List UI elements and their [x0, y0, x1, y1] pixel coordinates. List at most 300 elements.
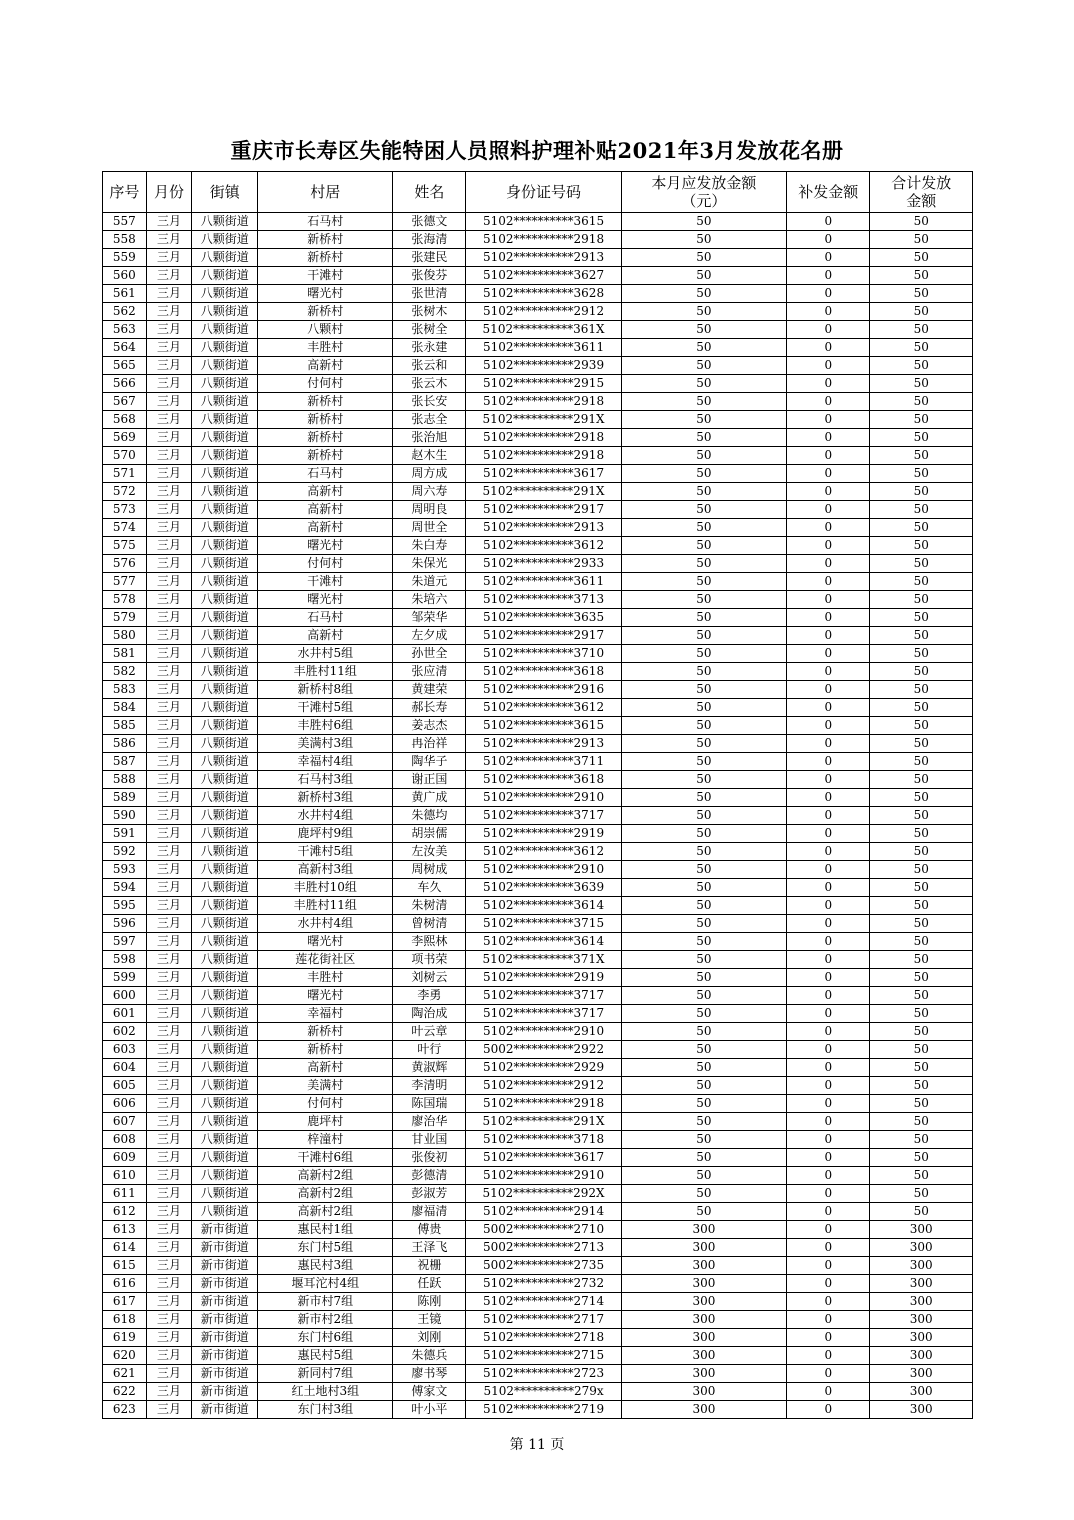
cell-month: 三月: [146, 1293, 192, 1311]
cell-total-amount: 300: [870, 1347, 973, 1365]
cell-id-number: 5102**********3618: [466, 663, 621, 681]
cell-supplement-amount: 0: [787, 483, 870, 501]
cell-village: 惠民村3组: [258, 1257, 393, 1275]
cell-monthly-amount: 50: [621, 213, 786, 231]
cell-serial-no: 561: [103, 285, 147, 303]
cell-supplement-amount: 0: [787, 1077, 870, 1095]
cell-total-amount: 50: [870, 537, 973, 555]
table-row: [103, 1329, 973, 1347]
cell-village: 高新村: [258, 1059, 393, 1077]
cell-serial-no: 581: [103, 645, 147, 663]
cell-id-number: 5102**********2717: [466, 1311, 621, 1329]
column-header-supplement-amount: 补发金额: [787, 172, 870, 213]
cell-name: 叶云章: [393, 1023, 466, 1041]
cell-monthly-amount: 50: [621, 897, 786, 915]
cell-street-town: 八颗街道: [192, 609, 258, 627]
cell-id-number: 5102**********2913: [466, 735, 621, 753]
cell-village: 幸福村: [258, 1005, 393, 1023]
cell-street-town: 八颗街道: [192, 303, 258, 321]
cell-monthly-amount: 50: [621, 357, 786, 375]
cell-street-town: 八颗街道: [192, 897, 258, 915]
cell-street-town: 新市街道: [192, 1383, 258, 1401]
cell-id-number: 5102**********3612: [466, 537, 621, 555]
cell-village: 东门村6组: [258, 1329, 393, 1347]
cell-village: 高新村: [258, 357, 393, 375]
cell-total-amount: 50: [870, 285, 973, 303]
cell-month: 三月: [146, 1077, 192, 1095]
cell-village: 新桥村: [258, 447, 393, 465]
cell-village: 鹿坪村9组: [258, 825, 393, 843]
cell-serial-no: 599: [103, 969, 147, 987]
cell-serial-no: 617: [103, 1293, 147, 1311]
cell-month: 三月: [146, 1149, 192, 1167]
cell-id-number: 5102**********2910: [466, 789, 621, 807]
cell-name: 李熙林: [393, 933, 466, 951]
cell-village: 曙光村: [258, 285, 393, 303]
cell-supplement-amount: 0: [787, 231, 870, 249]
cell-monthly-amount: 50: [621, 987, 786, 1005]
table-row: [103, 681, 973, 699]
cell-supplement-amount: 0: [787, 465, 870, 483]
cell-name: 周树成: [393, 861, 466, 879]
cell-supplement-amount: 0: [787, 249, 870, 267]
cell-village: 曙光村: [258, 591, 393, 609]
cell-serial-no: 564: [103, 339, 147, 357]
cell-street-town: 新市街道: [192, 1365, 258, 1383]
cell-id-number: 5102**********3717: [466, 807, 621, 825]
cell-village: 曙光村: [258, 933, 393, 951]
cell-id-number: 5102**********2910: [466, 1167, 621, 1185]
cell-village: 新市村2组: [258, 1311, 393, 1329]
cell-supplement-amount: 0: [787, 1041, 870, 1059]
cell-id-number: 5102**********2914: [466, 1203, 621, 1221]
cell-serial-no: 592: [103, 843, 147, 861]
cell-id-number: 5102**********2913: [466, 519, 621, 537]
cell-id-number: 5102**********3635: [466, 609, 621, 627]
cell-village: 水井村5组: [258, 645, 393, 663]
table-row: [103, 213, 973, 231]
cell-village: 惠民村5组: [258, 1347, 393, 1365]
cell-id-number: 5102**********3718: [466, 1131, 621, 1149]
cell-street-town: 八颗街道: [192, 735, 258, 753]
cell-monthly-amount: 50: [621, 663, 786, 681]
cell-id-number: 5102**********361X: [466, 321, 621, 339]
cell-street-town: 八颗街道: [192, 861, 258, 879]
cell-total-amount: 50: [870, 1131, 973, 1149]
cell-month: 三月: [146, 1131, 192, 1149]
cell-serial-no: 580: [103, 627, 147, 645]
cell-supplement-amount: 0: [787, 1203, 870, 1221]
cell-name: 黄广成: [393, 789, 466, 807]
cell-total-amount: 50: [870, 915, 973, 933]
cell-total-amount: 50: [870, 519, 973, 537]
cell-street-town: 新市街道: [192, 1239, 258, 1257]
cell-serial-no: 608: [103, 1131, 147, 1149]
cell-serial-no: 609: [103, 1149, 147, 1167]
cell-supplement-amount: 0: [787, 663, 870, 681]
cell-monthly-amount: 50: [621, 843, 786, 861]
cell-month: 三月: [146, 987, 192, 1005]
table-row: [103, 1383, 973, 1401]
cell-village: 高新村: [258, 519, 393, 537]
cell-serial-no: 610: [103, 1167, 147, 1185]
cell-name: 张永建: [393, 339, 466, 357]
cell-total-amount: 300: [870, 1257, 973, 1275]
cell-monthly-amount: 50: [621, 825, 786, 843]
cell-supplement-amount: 0: [787, 1095, 870, 1113]
cell-id-number: 5002**********2735: [466, 1257, 621, 1275]
cell-street-town: 八颗街道: [192, 663, 258, 681]
cell-serial-no: 597: [103, 933, 147, 951]
cell-month: 三月: [146, 879, 192, 897]
cell-village: 高新村2组: [258, 1185, 393, 1203]
table-row: [103, 699, 973, 717]
cell-id-number: 5102**********2918: [466, 393, 621, 411]
cell-supplement-amount: 0: [787, 627, 870, 645]
cell-serial-no: 611: [103, 1185, 147, 1203]
page-title: 重庆市长寿区失能特困人员照料护理补贴2021年3月发放花名册: [230, 138, 844, 163]
cell-monthly-amount: 50: [621, 915, 786, 933]
cell-street-town: 八颗街道: [192, 267, 258, 285]
cell-street-town: 八颗街道: [192, 879, 258, 897]
cell-street-town: 八颗街道: [192, 753, 258, 771]
cell-village: 干滩村5组: [258, 699, 393, 717]
cell-id-number: 5102**********2933: [466, 555, 621, 573]
cell-monthly-amount: 50: [621, 1041, 786, 1059]
cell-name: 傅贵: [393, 1221, 466, 1239]
cell-month: 三月: [146, 483, 192, 501]
cell-total-amount: 50: [870, 231, 973, 249]
cell-village: 石马村: [258, 213, 393, 231]
cell-month: 三月: [146, 1095, 192, 1113]
cell-monthly-amount: 50: [621, 717, 786, 735]
table-row: [103, 321, 973, 339]
cell-monthly-amount: 50: [621, 375, 786, 393]
table-row: [103, 1113, 973, 1131]
table-row: [103, 987, 973, 1005]
cell-monthly-amount: 300: [621, 1275, 786, 1293]
cell-supplement-amount: 0: [787, 879, 870, 897]
cell-serial-no: 607: [103, 1113, 147, 1131]
cell-serial-no: 598: [103, 951, 147, 969]
cell-village: 高新村2组: [258, 1167, 393, 1185]
cell-serial-no: 604: [103, 1059, 147, 1077]
cell-month: 三月: [146, 231, 192, 249]
cell-month: 三月: [146, 1113, 192, 1131]
cell-serial-no: 583: [103, 681, 147, 699]
cell-id-number: 5002**********2710: [466, 1221, 621, 1239]
cell-id-number: 5102**********2916: [466, 681, 621, 699]
cell-monthly-amount: 300: [621, 1401, 786, 1419]
cell-monthly-amount: 50: [621, 1167, 786, 1185]
cell-monthly-amount: 50: [621, 249, 786, 267]
column-header-month: 月份: [146, 172, 192, 213]
cell-supplement-amount: 0: [787, 267, 870, 285]
cell-serial-no: 606: [103, 1095, 147, 1113]
cell-monthly-amount: 50: [621, 1005, 786, 1023]
cell-village: 丰胜村: [258, 969, 393, 987]
cell-name: 项书荣: [393, 951, 466, 969]
cell-name: 李清明: [393, 1077, 466, 1095]
cell-village: 石马村3组: [258, 771, 393, 789]
cell-month: 三月: [146, 573, 192, 591]
table-row: [103, 1077, 973, 1095]
cell-street-town: 八颗街道: [192, 699, 258, 717]
cell-street-town: 八颗街道: [192, 825, 258, 843]
cell-month: 三月: [146, 591, 192, 609]
cell-total-amount: 50: [870, 753, 973, 771]
cell-serial-no: 620: [103, 1347, 147, 1365]
table-row: [103, 717, 973, 735]
cell-supplement-amount: 0: [787, 933, 870, 951]
cell-name: 张德文: [393, 213, 466, 231]
cell-month: 三月: [146, 753, 192, 771]
cell-serial-no: 571: [103, 465, 147, 483]
cell-street-town: 八颗街道: [192, 285, 258, 303]
cell-name: 傅家文: [393, 1383, 466, 1401]
cell-name: 朱白寿: [393, 537, 466, 555]
cell-id-number: 5102**********3615: [466, 213, 621, 231]
cell-id-number: 5102**********2918: [466, 1095, 621, 1113]
cell-supplement-amount: 0: [787, 1293, 870, 1311]
cell-supplement-amount: 0: [787, 897, 870, 915]
cell-name: 张俊初: [393, 1149, 466, 1167]
cell-name: 胡崇儒: [393, 825, 466, 843]
cell-village: 新桥村: [258, 429, 393, 447]
cell-village: 高新村2组: [258, 1203, 393, 1221]
cell-supplement-amount: 0: [787, 825, 870, 843]
cell-street-town: 八颗街道: [192, 645, 258, 663]
cell-monthly-amount: 300: [621, 1311, 786, 1329]
column-header-serial-no: 序号: [103, 172, 147, 213]
cell-supplement-amount: 0: [787, 807, 870, 825]
cell-month: 三月: [146, 681, 192, 699]
cell-village: 丰胜村: [258, 339, 393, 357]
cell-month: 三月: [146, 285, 192, 303]
cell-total-amount: 50: [870, 1167, 973, 1185]
cell-supplement-amount: 0: [787, 1311, 870, 1329]
cell-total-amount: 50: [870, 933, 973, 951]
cell-monthly-amount: 50: [621, 483, 786, 501]
cell-supplement-amount: 0: [787, 1383, 870, 1401]
cell-street-town: 八颗街道: [192, 1023, 258, 1041]
cell-total-amount: 50: [870, 1041, 973, 1059]
cell-id-number: 5002**********2713: [466, 1239, 621, 1257]
cell-total-amount: 300: [870, 1365, 973, 1383]
cell-supplement-amount: 0: [787, 303, 870, 321]
cell-name: 张树木: [393, 303, 466, 321]
cell-street-town: 新市街道: [192, 1311, 258, 1329]
cell-monthly-amount: 50: [621, 789, 786, 807]
cell-serial-no: 594: [103, 879, 147, 897]
cell-street-town: 八颗街道: [192, 1005, 258, 1023]
cell-monthly-amount: 50: [621, 1203, 786, 1221]
table-row: [103, 789, 973, 807]
cell-id-number: 5102**********3715: [466, 915, 621, 933]
table-row: [103, 483, 973, 501]
cell-name: 黄淑辉: [393, 1059, 466, 1077]
cell-month: 三月: [146, 735, 192, 753]
cell-name: 朱道元: [393, 573, 466, 591]
cell-serial-no: 563: [103, 321, 147, 339]
cell-street-town: 八颗街道: [192, 393, 258, 411]
cell-monthly-amount: 50: [621, 537, 786, 555]
cell-name: 张世清: [393, 285, 466, 303]
cell-serial-no: 560: [103, 267, 147, 285]
cell-monthly-amount: 50: [621, 231, 786, 249]
cell-supplement-amount: 0: [787, 753, 870, 771]
cell-name: 王泽飞: [393, 1239, 466, 1257]
cell-month: 三月: [146, 699, 192, 717]
cell-month: 三月: [146, 1221, 192, 1239]
cell-supplement-amount: 0: [787, 501, 870, 519]
cell-supplement-amount: 0: [787, 1401, 870, 1419]
table-row: [103, 303, 973, 321]
cell-total-amount: 50: [870, 267, 973, 285]
cell-name: 任跃: [393, 1275, 466, 1293]
cell-month: 三月: [146, 933, 192, 951]
cell-street-town: 八颗街道: [192, 627, 258, 645]
cell-village: 丰胜村11组: [258, 663, 393, 681]
cell-street-town: 新市街道: [192, 1275, 258, 1293]
cell-village: 石马村: [258, 609, 393, 627]
cell-serial-no: 586: [103, 735, 147, 753]
cell-total-amount: 50: [870, 591, 973, 609]
cell-village: 干滩村: [258, 267, 393, 285]
cell-monthly-amount: 50: [621, 339, 786, 357]
cell-month: 三月: [146, 1275, 192, 1293]
cell-street-town: 八颗街道: [192, 1203, 258, 1221]
cell-street-town: 八颗街道: [192, 717, 258, 735]
cell-village: 石马村: [258, 465, 393, 483]
cell-total-amount: 50: [870, 627, 973, 645]
cell-id-number: 5002**********2922: [466, 1041, 621, 1059]
cell-monthly-amount: 50: [621, 807, 786, 825]
cell-total-amount: 300: [870, 1293, 973, 1311]
cell-total-amount: 300: [870, 1221, 973, 1239]
cell-serial-no: 603: [103, 1041, 147, 1059]
cell-supplement-amount: 0: [787, 1221, 870, 1239]
cell-serial-no: 593: [103, 861, 147, 879]
cell-monthly-amount: 300: [621, 1221, 786, 1239]
cell-street-town: 八颗街道: [192, 519, 258, 537]
cell-name: 甘业国: [393, 1131, 466, 1149]
table-row: [103, 1401, 973, 1419]
table-row: [103, 627, 973, 645]
table-row: [103, 1023, 973, 1041]
cell-serial-no: 572: [103, 483, 147, 501]
cell-village: 八颗村: [258, 321, 393, 339]
cell-total-amount: 50: [870, 789, 973, 807]
cell-total-amount: 50: [870, 303, 973, 321]
cell-total-amount: 50: [870, 1077, 973, 1095]
cell-street-town: 八颗街道: [192, 951, 258, 969]
cell-total-amount: 50: [870, 1059, 973, 1077]
cell-name: 朱培六: [393, 591, 466, 609]
cell-month: 三月: [146, 1365, 192, 1383]
table-row: [103, 1239, 973, 1257]
cell-total-amount: 50: [870, 987, 973, 1005]
cell-serial-no: 615: [103, 1257, 147, 1275]
cell-month: 三月: [146, 807, 192, 825]
cell-id-number: 5102**********2719: [466, 1401, 621, 1419]
cell-street-town: 八颗街道: [192, 1113, 258, 1131]
cell-name: 祝栅: [393, 1257, 466, 1275]
cell-monthly-amount: 300: [621, 1383, 786, 1401]
table-row: [103, 285, 973, 303]
cell-monthly-amount: 300: [621, 1257, 786, 1275]
table-row: [103, 807, 973, 825]
cell-village: 高新村: [258, 627, 393, 645]
cell-village: 丰胜村10组: [258, 879, 393, 897]
cell-month: 三月: [146, 951, 192, 969]
cell-village: 干滩村: [258, 573, 393, 591]
cell-street-town: 八颗街道: [192, 1185, 258, 1203]
cell-id-number: 5102**********3628: [466, 285, 621, 303]
cell-name: 彭德清: [393, 1167, 466, 1185]
cell-monthly-amount: 50: [621, 879, 786, 897]
cell-name: 赵木生: [393, 447, 466, 465]
cell-month: 三月: [146, 267, 192, 285]
table-row: [103, 609, 973, 627]
cell-total-amount: 50: [870, 897, 973, 915]
cell-id-number: 5102**********2910: [466, 1023, 621, 1041]
cell-month: 三月: [146, 213, 192, 231]
table-row: [103, 1059, 973, 1077]
cell-name: 孙世全: [393, 645, 466, 663]
table-row: [103, 573, 973, 591]
cell-id-number: 5102**********2929: [466, 1059, 621, 1077]
cell-serial-no: 602: [103, 1023, 147, 1041]
cell-supplement-amount: 0: [787, 1059, 870, 1077]
cell-month: 三月: [146, 627, 192, 645]
cell-village: 美满村: [258, 1077, 393, 1095]
cell-monthly-amount: 50: [621, 861, 786, 879]
table-row: [103, 933, 973, 951]
cell-id-number: 5102**********291X: [466, 1113, 621, 1131]
cell-village: 新桥村: [258, 1023, 393, 1041]
cell-name: 廖治华: [393, 1113, 466, 1131]
cell-total-amount: 50: [870, 879, 973, 897]
cell-id-number: 5102**********2918: [466, 447, 621, 465]
table-row: [103, 897, 973, 915]
cell-month: 三月: [146, 357, 192, 375]
cell-serial-no: 562: [103, 303, 147, 321]
cell-village: 水井村4组: [258, 807, 393, 825]
cell-serial-no: 585: [103, 717, 147, 735]
cell-serial-no: 612: [103, 1203, 147, 1221]
cell-month: 三月: [146, 645, 192, 663]
table-row: [103, 447, 973, 465]
cell-monthly-amount: 300: [621, 1239, 786, 1257]
cell-serial-no: 558: [103, 231, 147, 249]
cell-month: 三月: [146, 1167, 192, 1185]
cell-id-number: 5102**********2714: [466, 1293, 621, 1311]
cell-total-amount: 50: [870, 1185, 973, 1203]
table-row: [103, 1149, 973, 1167]
cell-street-town: 八颗街道: [192, 231, 258, 249]
cell-monthly-amount: 50: [621, 573, 786, 591]
cell-supplement-amount: 0: [787, 555, 870, 573]
cell-serial-no: 587: [103, 753, 147, 771]
cell-name: 廖书琴: [393, 1365, 466, 1383]
cell-month: 三月: [146, 609, 192, 627]
cell-month: 三月: [146, 789, 192, 807]
cell-street-town: 八颗街道: [192, 483, 258, 501]
cell-village: 惠民村1组: [258, 1221, 393, 1239]
cell-street-town: 八颗街道: [192, 357, 258, 375]
cell-total-amount: 50: [870, 447, 973, 465]
